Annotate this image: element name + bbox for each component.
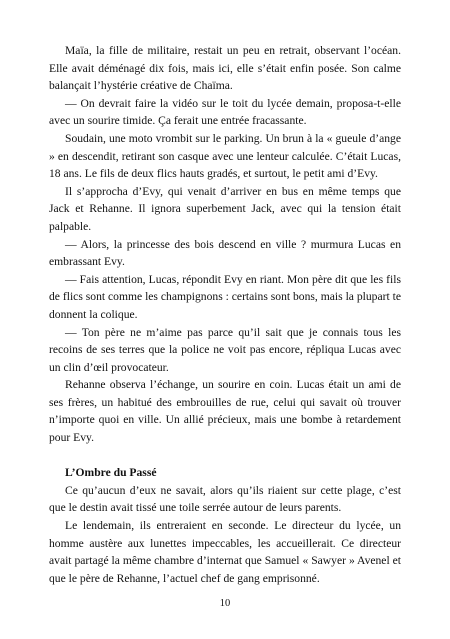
page-number: 10 [219,598,231,609]
paragraph: Rehanne observa l’échange, un sourire en coin. Lucas était un ami de ses frères, un habitué des embrouilles de rue, celui qui savait où trouver n’importe quoi en ville. Un allié précieux, mais une bombe à retardement pour Evy. [49,378,401,445]
section-heading: L’Ombre du Passé [65,466,157,480]
paragraph: — Ton père ne m’aime pas parce qu’il sait que je connais tous les recoins de ses terres que la police ne voit pas encore, répliqua Lucas avec un clin d’œil provocateur. [49,325,401,374]
paragraph: — Alors, la princesse des bois descend en ville ? murmura Lucas en embrassant Evy. [49,237,401,269]
paragraph: — On devrait faire la vidéo sur le toit du lycée demain, proposa-t-elle avec un sourire timide. Ça ferait une entrée fracassante. [49,96,401,128]
paragraph: Il s’approcha d’Evy, qui venait d’arriver en bus en même temps que Jack et Rehanne. Il ignora superbement Jack, avec qui la tension était palpable. [49,184,401,233]
paragraph: Le lendemain, ils entreraient en seconde. Le directeur du lycée, un homme austère aux lunettes impeccables, les accueillerait. Ce directeur avait partagé la même chambre d’internat que Samuel « Sawyer » Avenel et que le père de Rehanne, l’actuel chef de gang emprisonné. [49,519,401,585]
paragraph: Soudain, une moto vrombit sur le parking. Un brun à la « gueule d’ange » en descendit, retirant son casque avec une lenteur calculée. C’était Lucas, 18 ans. Le fils de deux flics hauts gradés, et surtout, le petit ami d’Evy. [49,131,401,181]
paragraph: Ce qu’aucun d’eux ne savait, alors qu’ils riaient sur cette plage, c’est que le destin avait tissé une toile serrée autour de leurs parents. [49,483,401,515]
page-body [49,42,401,587]
paragraph: Maïa, la fille de militaire, restait un peu en retrait, observant l’océan. Elle avait déménagé dix fois, mais ici, elle s’était enfin posée. Son calme balançait l’hystérie créative de Chaïma. [49,44,401,93]
paragraph: — Fais attention, Lucas, répondit Evy en riant. Mon père dit que les fils de flics sont comme les champignons : certains sont bons, mais la plupart te donnent la colique. [49,272,401,321]
